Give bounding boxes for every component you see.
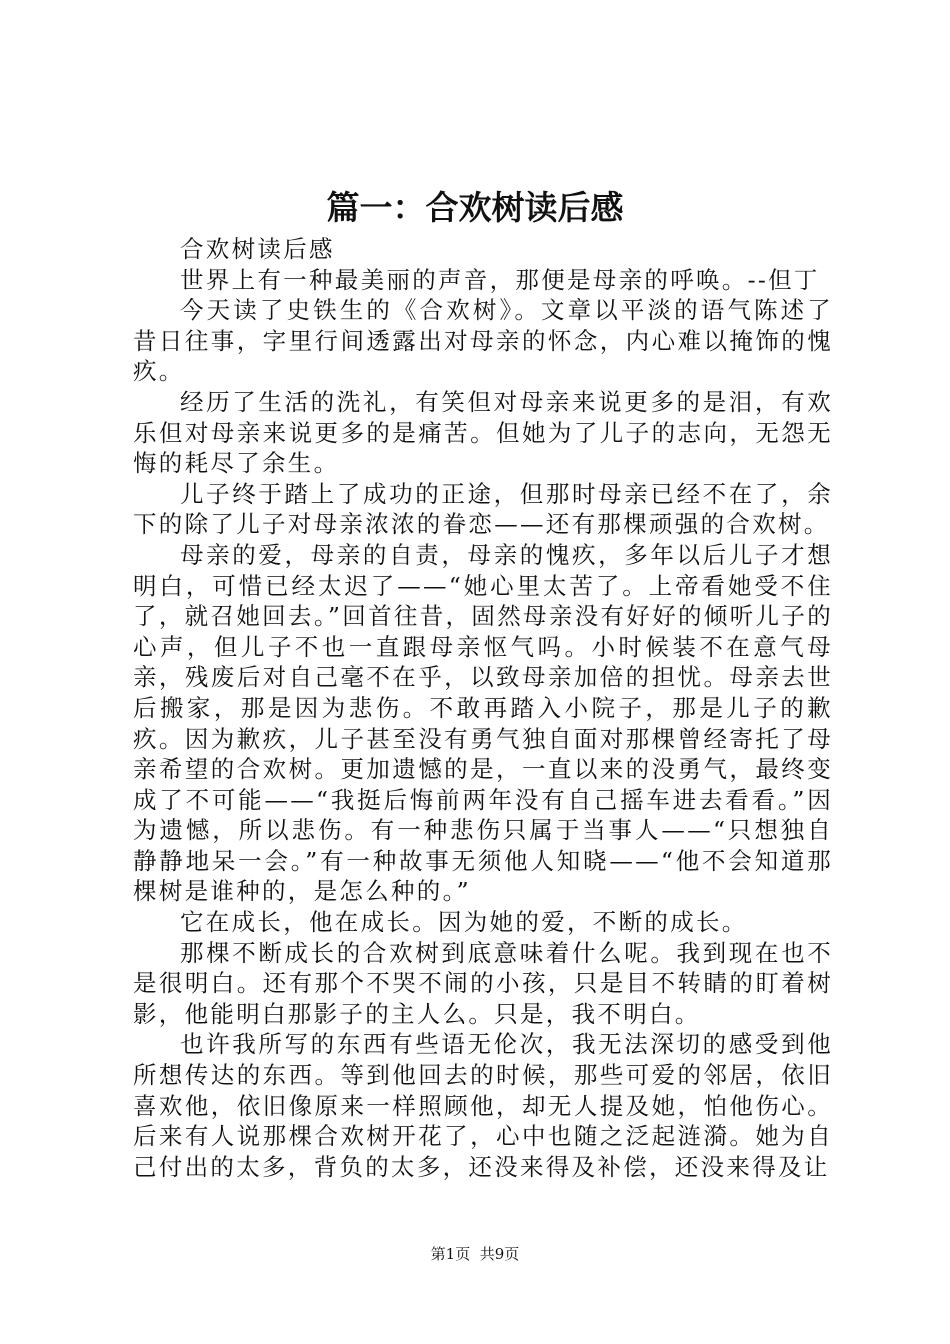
page-number-total: 共9页 <box>479 1245 520 1263</box>
paragraph: 今天读了史铁生的《合欢树》。文章以平淡的语气陈述了昔日往事，字里行间透露出对母亲的怀念，内心难以掩饰的愧疚。 <box>133 296 833 386</box>
page-number-current: 第1页 <box>430 1245 471 1263</box>
paragraph-subtitle: 合欢树读后感 <box>180 235 335 263</box>
paragraph: 母亲的爱，母亲的自责，母亲的愧疚，多年以后儿子才想明白，可惜已经太迟了——“她心里太苦了。上帝看她受不住了，就召她回去。”回首往昔，固然母亲没有好好的倾听儿子的心声，但儿子不也一直跟母亲怄气吗。小时候装不在意气母亲，残废后对自己毫不在乎，以致母亲加倍的担忧。母亲去世后搬家，那是因为悲伤。不敢再踏入小院子，那是儿子的歉疚。因为歉疚，儿子甚至没有勇气独自面对那棵曾经寄托了母亲希望的合欢树。更加遗憾的是，一直以来的没勇气，最终变成了不可能——“我挺后悔前两年没有自己摇车进去看看。”因为遗憾，所以悲伤。有一种悲伤只属于当事人——“只想独自静静地呆一会。”有一种故事无须他人知晓——“他不会知道那棵树是谁种的，是怎么种的。” <box>133 540 833 906</box>
paragraph: 也许我所写的东西有些语无伦次，我无法深切的感受到他所想传达的东西。等到他回去的时候，那些可爱的邻居，依旧喜欢他，依旧像原来一样照顾他，却无人提及她，怕他伤心。后来有人说那棵合欢树开花了，心中也随之泛起涟漪。她为自己付出的太多，背负的太多，还没来得及补偿，还没来得及让 <box>133 1030 833 1181</box>
paragraph: 那棵不断成长的合欢树到底意味着什么呢。我到现在也不是很明白。还有那个不哭不闹的小孩，只是目不转睛的盯着树影，他能明白那影子的主人么。只是，我不明白。 <box>133 938 833 1028</box>
paragraph: 经历了生活的洗礼，有笑但对母亲来说更多的是泪，有欢乐但对母亲来说更多的是痛苦。但她为了儿子的志向，无怨无悔的耗尽了余生。 <box>133 387 833 478</box>
document-body <box>133 234 833 1182</box>
paragraph-quote: 世界上有一种最美丽的声音，那便是母亲的呼唤。--但丁 <box>180 265 820 294</box>
document-title: 篇一：合欢树读后感 <box>326 188 624 227</box>
page-footer <box>0 1244 950 1264</box>
paragraph: 它在成长，他在成长。因为她的爱，不断的成长。 <box>180 908 748 937</box>
paragraph: 儿子终于踏上了成功的正途，但那时母亲已经不在了，余下的除了儿子对母亲浓浓的眷恋——还有那棵顽强的合欢树。 <box>133 479 833 539</box>
